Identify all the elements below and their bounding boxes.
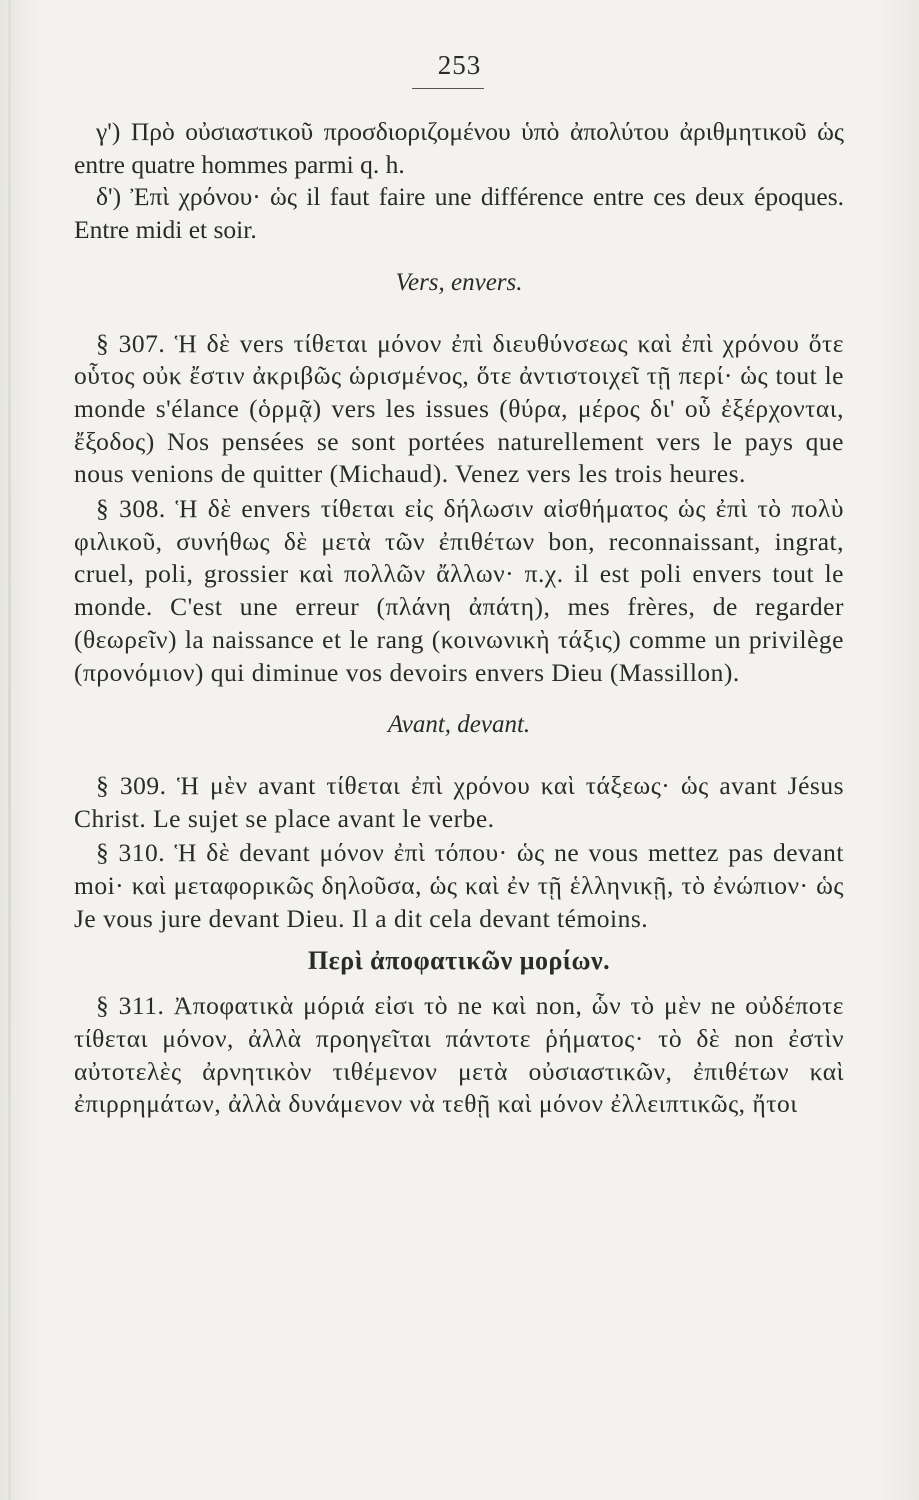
section-heading-vers-envers: Vers, envers. [395,268,523,296]
page-edge [8,0,11,1500]
paragraph-309: § 309. Ἡ μὲν avant τίθεται ἐπὶ χρόνου καὶ τάξεως· ὡς avant Jésus Christ. Le sujet se place avant le verbe. [74,770,844,833]
page-body [74,116,844,1121]
page-number-underline [412,88,484,89]
page-number: 253 [437,50,482,80]
paragraph-gamma: γ') Πρὸ οὐσιαστικοῦ προσδιοριζομένου ὑπὸ ἀπολύτου ἀριθμητικοῦ ὡς entre quatre hommes parmi q. h. [74,117,844,179]
paragraph-307: § 307. Ἡ δὲ vers τίθεται μόνον ἐπὶ διευθύνσεως καὶ ἐπὶ χρόνου ὅτε οὗτος οὐκ ἔστιν ἀκριβῶς ὡρισμένος, ὅτε ἀντιστοιχεῖ τῇ περί· ὡς tout le monde s'élance (ὁρμᾷ) vers les issues (θύρα, μέρος δι' οὗ ἐξέρχονται, ἔξοδος) Nos pensées se sont portées naturellement vers le pays que nous venions de quitter (Michaud). Venez vers les trois heures. [74,328,844,489]
paragraph-310: § 310. Ἡ δὲ devant μόνον ἐπὶ τόπου· ὡς ne vous mettez pas devant moi· καὶ μεταφορικῶς δηλοῦσα, ὡς καὶ ἐν τῇ ἑλληνικῇ, τὸ ἐνώπιον· ὡς Je vous jure devant Dieu. Il a dit cela devant témoins. [74,838,844,933]
paragraph-delta: δ') Ἐπὶ χρόνου· ὡς il faut faire une différence entre ces deux époques. Entre midi et soir. [74,182,844,245]
paragraph-308: § 308. Ἡ δὲ envers τίθεται εἰς δήλωσιν αἰσθήματος ὡς ἐπὶ τὸ πολὺ φιλικοῦ, συνήθως δὲ μετὰ τῶν ἐπιθέτων bon, reconnaissant, ingrat, cruel, poli, grossier καὶ πολλῶν ἄλλων· π.χ. il est poli envers tout le monde. C'est une erreur (πλάνη ἀπάτη), mes frères, de regarder (θεωρεῖν) la naissance et le rang (κοινωνικὴ τάξις) comme un privilège (προνόμιον) qui diminue vos devoirs envers Dieu (Massillon). [74,494,844,687]
section-heading-negative-particles: Περὶ ἀποφατικῶν μορίων. [307,946,611,976]
paragraph-311: § 311. Ἀποφατικὰ μόριά εἰσι τὸ ne καὶ non, ὧν τὸ μὲν ne οὐδέποτε τίθεται μόνον, ἀλλὰ προηγεῖται πάντοτε ῥήματος· τὸ δὲ non ἐστὶν αὐτοτελὲς ἀρνητικὸν τιθέμενον μετὰ οὐσιαστικῶν, ἐπιθέτων καὶ ἐπιρρημάτων, ἀλλὰ δυνάμενον νὰ τεθῇ καὶ μόνον ἐλλειπτικῶς, ἤτοι [74,991,844,1119]
section-heading-avant-devant: Avant, devant. [387,711,531,739]
